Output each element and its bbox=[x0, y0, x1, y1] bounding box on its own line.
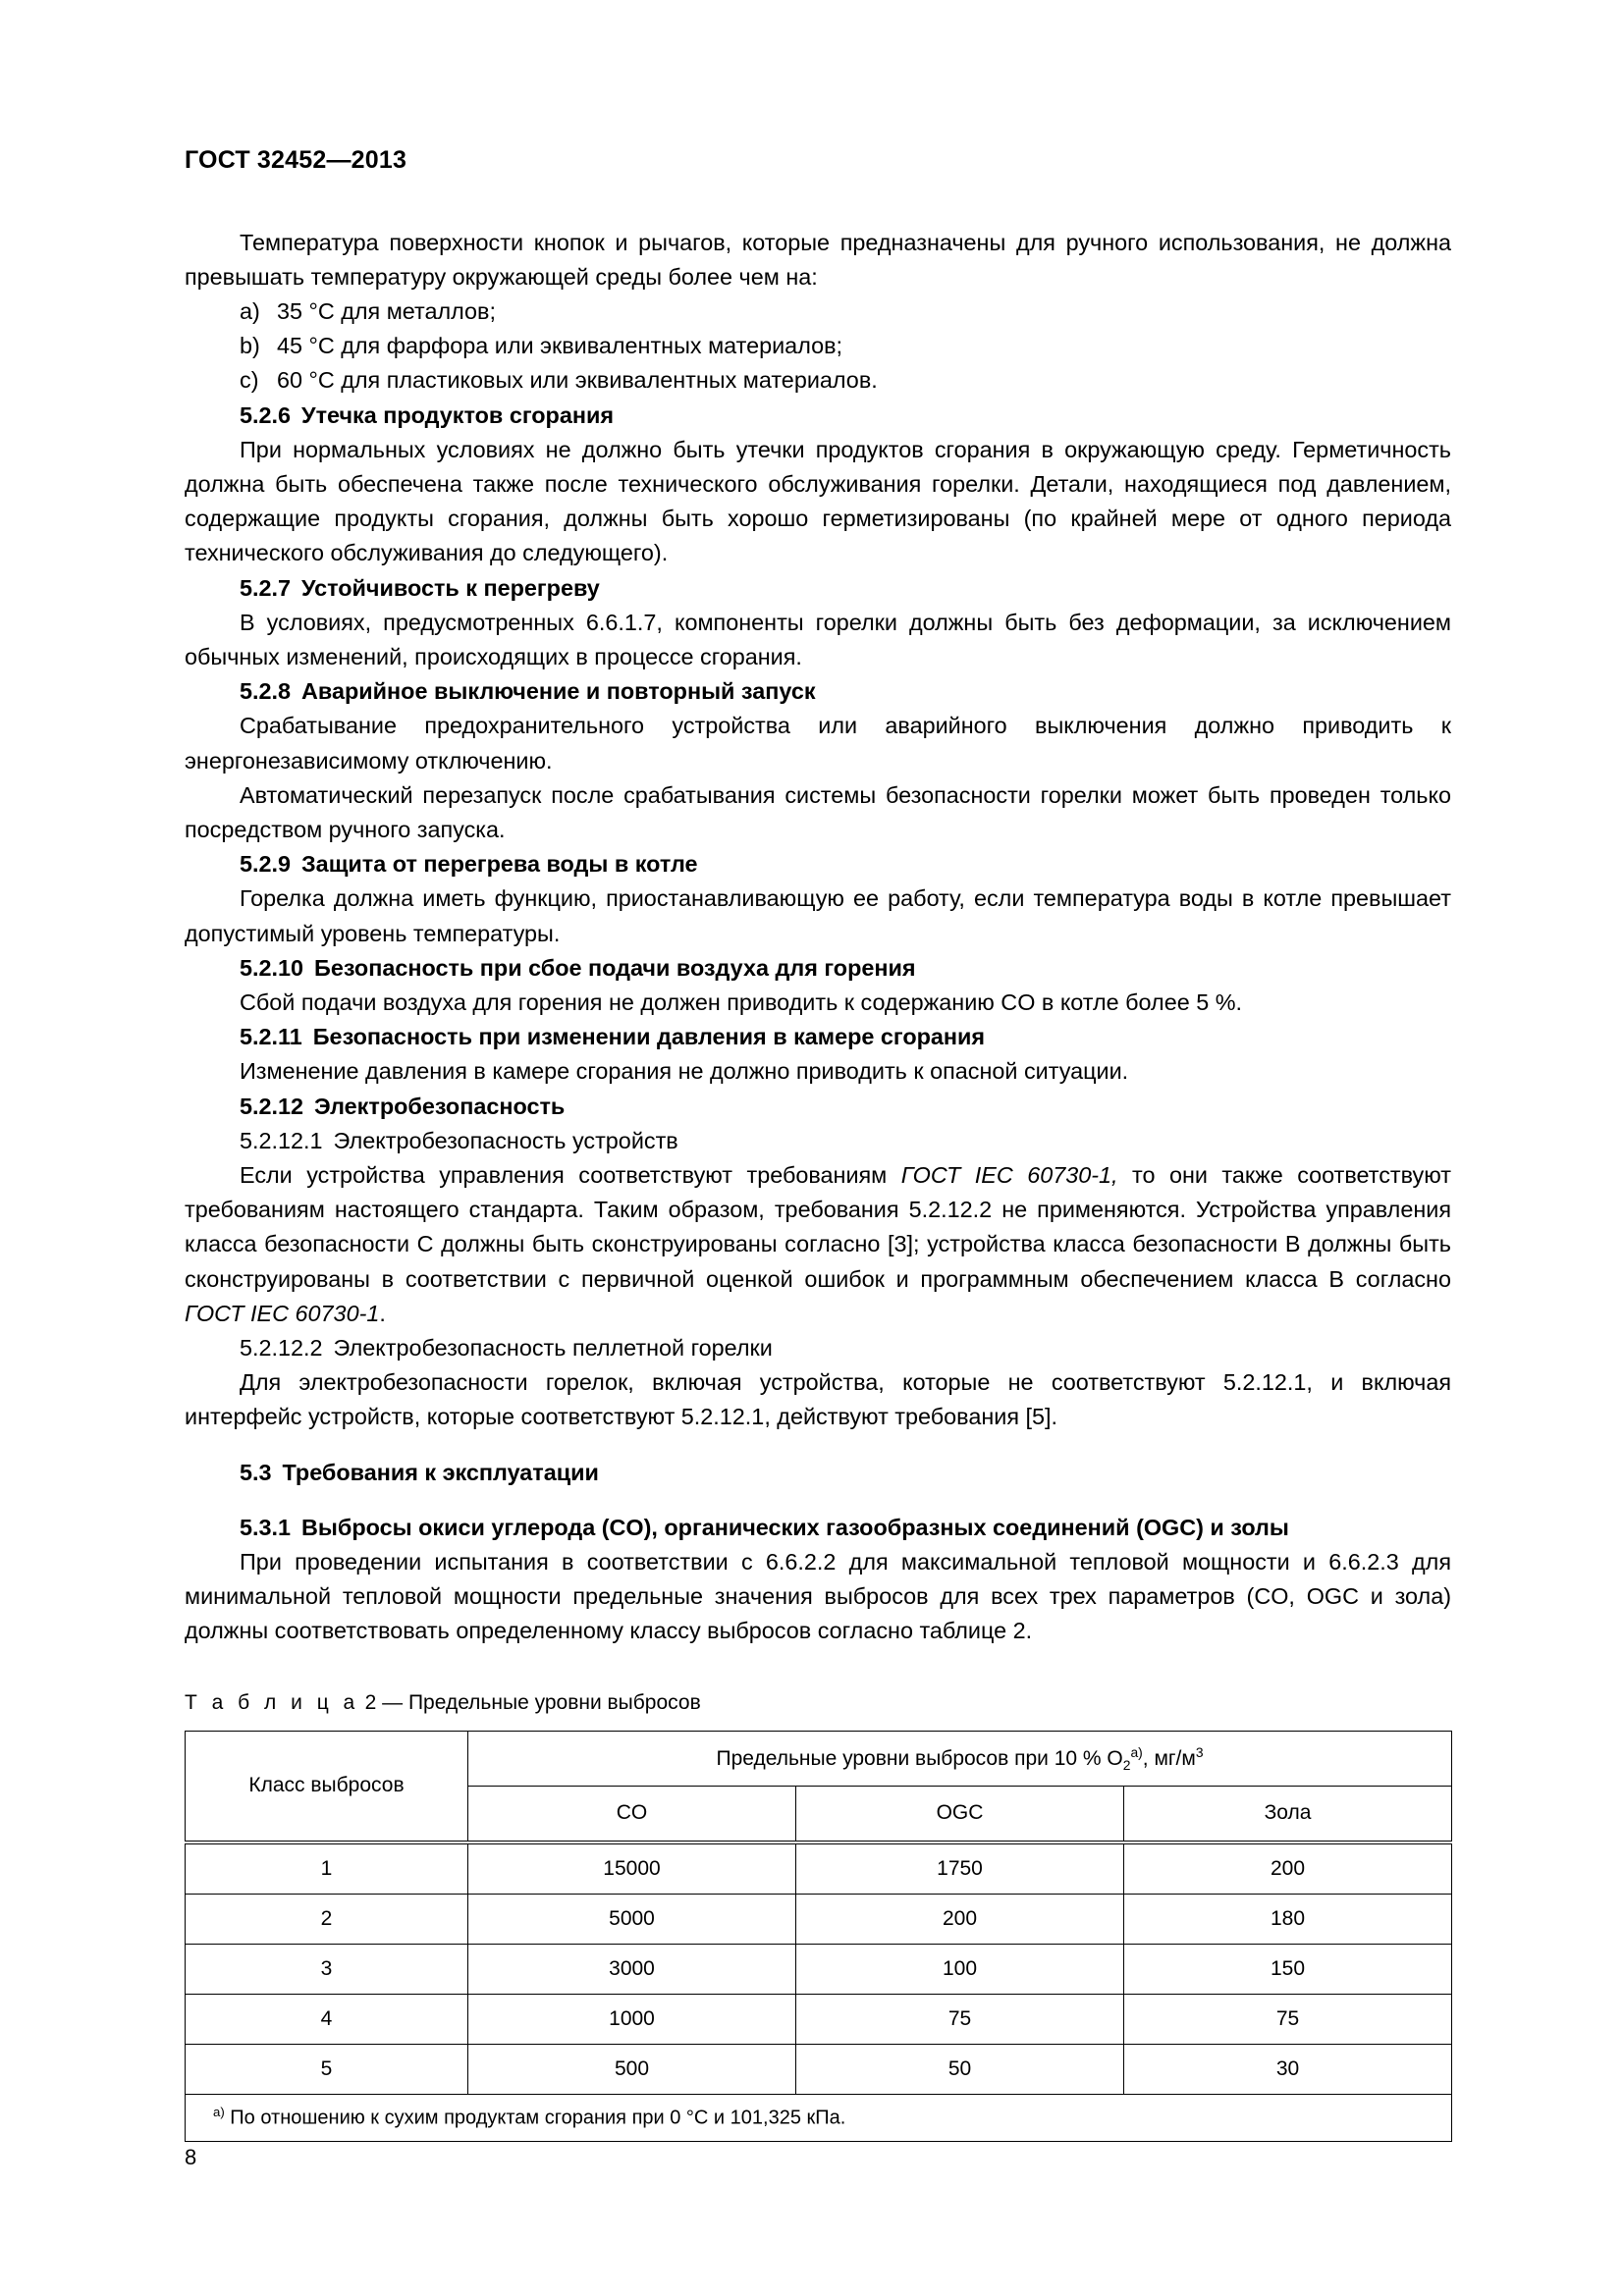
section-title: Требования к эксплуатации bbox=[282, 1459, 599, 1485]
section-number: 5.2.8 bbox=[240, 678, 292, 705]
table-header-row-1 bbox=[186, 1731, 1452, 1786]
section-title: Утечка продуктов сгорания bbox=[301, 401, 614, 428]
cell-ash: 150 bbox=[1124, 1944, 1452, 1994]
section-heading-5-2-6 bbox=[185, 399, 1451, 433]
footnote-text: По отношению к сухим продуктам сгорания при 0 °C и 101,325 кПа. bbox=[230, 2107, 846, 2129]
cell-co: 1000 bbox=[468, 1994, 796, 2044]
table-row bbox=[186, 1894, 1452, 1944]
section-body-5-2-7: В условиях, предусмотренных 6.6.1.7, компоненты горелки должны быть без деформации, за исключением обычных изменений, происходящих в процессе сгорания. bbox=[185, 609, 1451, 669]
cell-class: 2 bbox=[186, 1894, 468, 1944]
list-item bbox=[185, 329, 1451, 363]
subsection-title: Электробезопасность устройств bbox=[333, 1127, 678, 1153]
list-item-marker: c) bbox=[240, 367, 259, 394]
section-title: Безопасность при изменении давления в камере сгорания bbox=[312, 1024, 986, 1050]
intro-paragraph: Температура поверхности кнопок и рычагов, которые предназначены для ручного использования, не должна превышать температуру окружающей среды более чем на: bbox=[185, 229, 1451, 290]
section-heading-5-2-9 bbox=[185, 847, 1451, 881]
body-fragment-2: то они также соответствуют требованиям настоящего стандарта. Таким образом, требования 5.2.12.2 не применяются. Устройства управления класса безопасности C должны быть сконструированы согласно [3]; устройства класса безопасности B должны быть сконструированы в соответствии с первичной оценкой ошибок и программным обеспечением класса B согласно bbox=[185, 1161, 1451, 1292]
list-item-marker: a) bbox=[240, 297, 260, 324]
cell-co: 500 bbox=[468, 2044, 796, 2094]
section-title: Выбросы окиси углерода (CO), органических газообразных соединений (OGC) и золы bbox=[301, 1514, 1289, 1540]
table-caption-dash: — bbox=[382, 1690, 404, 1714]
column-header-class: Класс выбросов bbox=[186, 1731, 468, 1842]
subsection-heading-5-2-12-2 bbox=[185, 1331, 1451, 1365]
span-header-prefix: Предельные уровни выбросов при 10 % O bbox=[716, 1746, 1123, 1770]
subsection-heading-5-2-12-1 bbox=[185, 1124, 1451, 1158]
alpha-list bbox=[185, 294, 1451, 399]
table-caption bbox=[185, 1688, 1451, 1718]
section-body-5-2-8-second: Автоматический перезапуск после срабатывания системы безопасности горелки может быть проведен только посредством ручного запуска. bbox=[185, 781, 1451, 842]
cell-class: 3 bbox=[186, 1944, 468, 1994]
table-body bbox=[186, 1842, 1452, 2142]
section-body-5-2-6: При нормальных условиях не должно быть утечки продуктов сгорания в окружающую среду. Герметичность должна быть обеспечена также после технического обслуживания горелки. Детали, находящиеся под давлением, содержащие продукты сгорания, должны быть хорошо герметизированы (по крайней мере от одного периода технического обслуживания до следующего). bbox=[185, 436, 1451, 566]
list-item bbox=[185, 363, 1451, 398]
standard-reference: ГОСТ IEC 60730-1 bbox=[185, 1300, 380, 1326]
cell-co: 3000 bbox=[468, 1944, 796, 1994]
emissions-table bbox=[185, 1731, 1452, 2143]
span-header-units-exponent: 3 bbox=[1195, 1743, 1204, 1760]
span-header-units: , мг/м bbox=[1142, 1746, 1196, 1770]
cell-ash: 180 bbox=[1124, 1894, 1452, 1944]
subsection-title: Электробезопасность пеллетной горелки bbox=[333, 1335, 773, 1361]
cell-co: 5000 bbox=[468, 1894, 796, 1944]
section-title: Устойчивость к перегреву bbox=[301, 574, 600, 601]
section-body-5-3-1: При проведении испытания в соответствии с 6.6.2.2 для максимальной тепловой мощности и 6.6.2.3 для минимальной тепловой мощности предельные значения выбросов для всех трех параметров (CO, OGC и зола) должны соответствовать определенному классу выбросов согласно таблице 2. bbox=[185, 1549, 1451, 1644]
section-body-5-2-9: Горелка должна иметь функцию, приостанавливающую ее работу, если температура воды в котле превышает допустимый уровень температуры. bbox=[185, 885, 1451, 946]
page-content bbox=[185, 147, 1451, 2142]
subsection-body-5-2-12-2: Для электробезопасности горелок, включая устройства, которые не соответствуют 5.2.12.1, и включая интерфейс устройств, которые соответствуют 5.2.12.1, действуют требования [5]. bbox=[185, 1369, 1451, 1430]
list-item-text: 35 °C для металлов; bbox=[277, 297, 496, 324]
subsection-body-5-2-12-1 bbox=[185, 1158, 1451, 1331]
section-number: 5.2.7 bbox=[240, 574, 292, 601]
section-body-5-2-10: Сбой подачи воздуха для горения не должен приводить к содержанию CO в котле более 5 %. bbox=[240, 988, 1243, 1015]
cell-co: 15000 bbox=[468, 1842, 796, 1895]
table-row bbox=[186, 1994, 1452, 2044]
cell-ogc: 75 bbox=[796, 1994, 1124, 2044]
section-heading-5-2-10 bbox=[185, 951, 1451, 986]
column-header-ogc: OGC bbox=[796, 1786, 1124, 1842]
section-heading-5-2-7 bbox=[185, 571, 1451, 606]
subsection-number: 5.2.12.2 bbox=[240, 1335, 323, 1361]
table-row bbox=[186, 1944, 1452, 1994]
section-number: 5.2.10 bbox=[240, 954, 304, 981]
table-caption-title: Предельные уровни выбросов bbox=[407, 1690, 701, 1714]
section-heading-5-2-8 bbox=[185, 674, 1451, 709]
section-body-5-2-11: Изменение давления в камере сгорания не должно приводить к опасной ситуации. bbox=[240, 1058, 1129, 1085]
column-header-co: CO bbox=[468, 1786, 796, 1842]
table-caption-number: 2 bbox=[364, 1690, 377, 1714]
section-body-5-2-8: Срабатывание предохранительного устройства или аварийного выключения должно приводить к энергонезависимому отключению. bbox=[185, 713, 1451, 774]
list-item-text: 45 °C для фарфора или эквивалентных материалов; bbox=[277, 333, 843, 359]
list-item-text: 60 °C для пластиковых или эквивалентных материалов. bbox=[277, 367, 878, 394]
span-header-footnote-marker: a) bbox=[1130, 1743, 1143, 1760]
cell-ogc: 50 bbox=[796, 2044, 1124, 2094]
section-number: 5.2.9 bbox=[240, 851, 292, 878]
section-heading-5-3 bbox=[185, 1456, 1451, 1490]
section-number: 5.2.6 bbox=[240, 401, 292, 428]
table-footnote-row bbox=[186, 2094, 1452, 2142]
column-header-span bbox=[468, 1731, 1452, 1786]
section-title: Аварийное выключение и повторный запуск bbox=[301, 678, 816, 705]
list-item bbox=[185, 294, 1451, 329]
section-heading-5-2-12 bbox=[185, 1090, 1451, 1124]
cell-class: 5 bbox=[186, 2044, 468, 2094]
span-header-subscript: 2 bbox=[1122, 1756, 1131, 1773]
table-row bbox=[186, 2044, 1452, 2094]
section-number: 5.3 bbox=[240, 1459, 272, 1485]
section-title: Защита от перегрева воды в котле bbox=[301, 851, 698, 878]
subsection-number: 5.2.12.1 bbox=[240, 1127, 323, 1153]
section-title: Безопасность при сбое подачи воздуха для горения bbox=[314, 954, 916, 981]
section-number: 5.2.11 bbox=[240, 1024, 302, 1050]
body-fragment-3: . bbox=[379, 1300, 386, 1326]
cell-ogc: 1750 bbox=[796, 1842, 1124, 1895]
standard-reference: ГОСТ IEC 60730-1, bbox=[900, 1161, 1118, 1188]
cell-ash: 30 bbox=[1124, 2044, 1452, 2094]
footnote-marker: a) bbox=[213, 2104, 225, 2119]
running-header: ГОСТ 32452—2013 bbox=[185, 146, 407, 174]
table-row bbox=[186, 1842, 1452, 1895]
section-number: 5.2.12 bbox=[240, 1093, 304, 1119]
table-head bbox=[186, 1731, 1452, 1842]
body-fragment-1: Если устройства управления соответствуют требованиям bbox=[240, 1161, 901, 1188]
cell-ogc: 100 bbox=[796, 1944, 1124, 1994]
list-item-marker: b) bbox=[240, 333, 260, 359]
section-title: Электробезопасность bbox=[314, 1093, 566, 1119]
section-heading-5-3-1 bbox=[185, 1511, 1451, 1545]
section-number: 5.3.1 bbox=[240, 1514, 292, 1540]
cell-class: 1 bbox=[186, 1842, 468, 1895]
cell-class: 4 bbox=[186, 1994, 468, 2044]
table-footnote bbox=[186, 2094, 1452, 2142]
table-caption-label: Т а б л и ц а bbox=[185, 1690, 359, 1714]
column-header-ash: Зола bbox=[1124, 1786, 1452, 1842]
cell-ash: 75 bbox=[1124, 1994, 1452, 2044]
section-heading-5-2-11 bbox=[185, 1020, 1451, 1054]
page-number: 8 bbox=[185, 2145, 197, 2169]
cell-ogc: 200 bbox=[796, 1894, 1124, 1944]
cell-ash: 200 bbox=[1124, 1842, 1452, 1895]
